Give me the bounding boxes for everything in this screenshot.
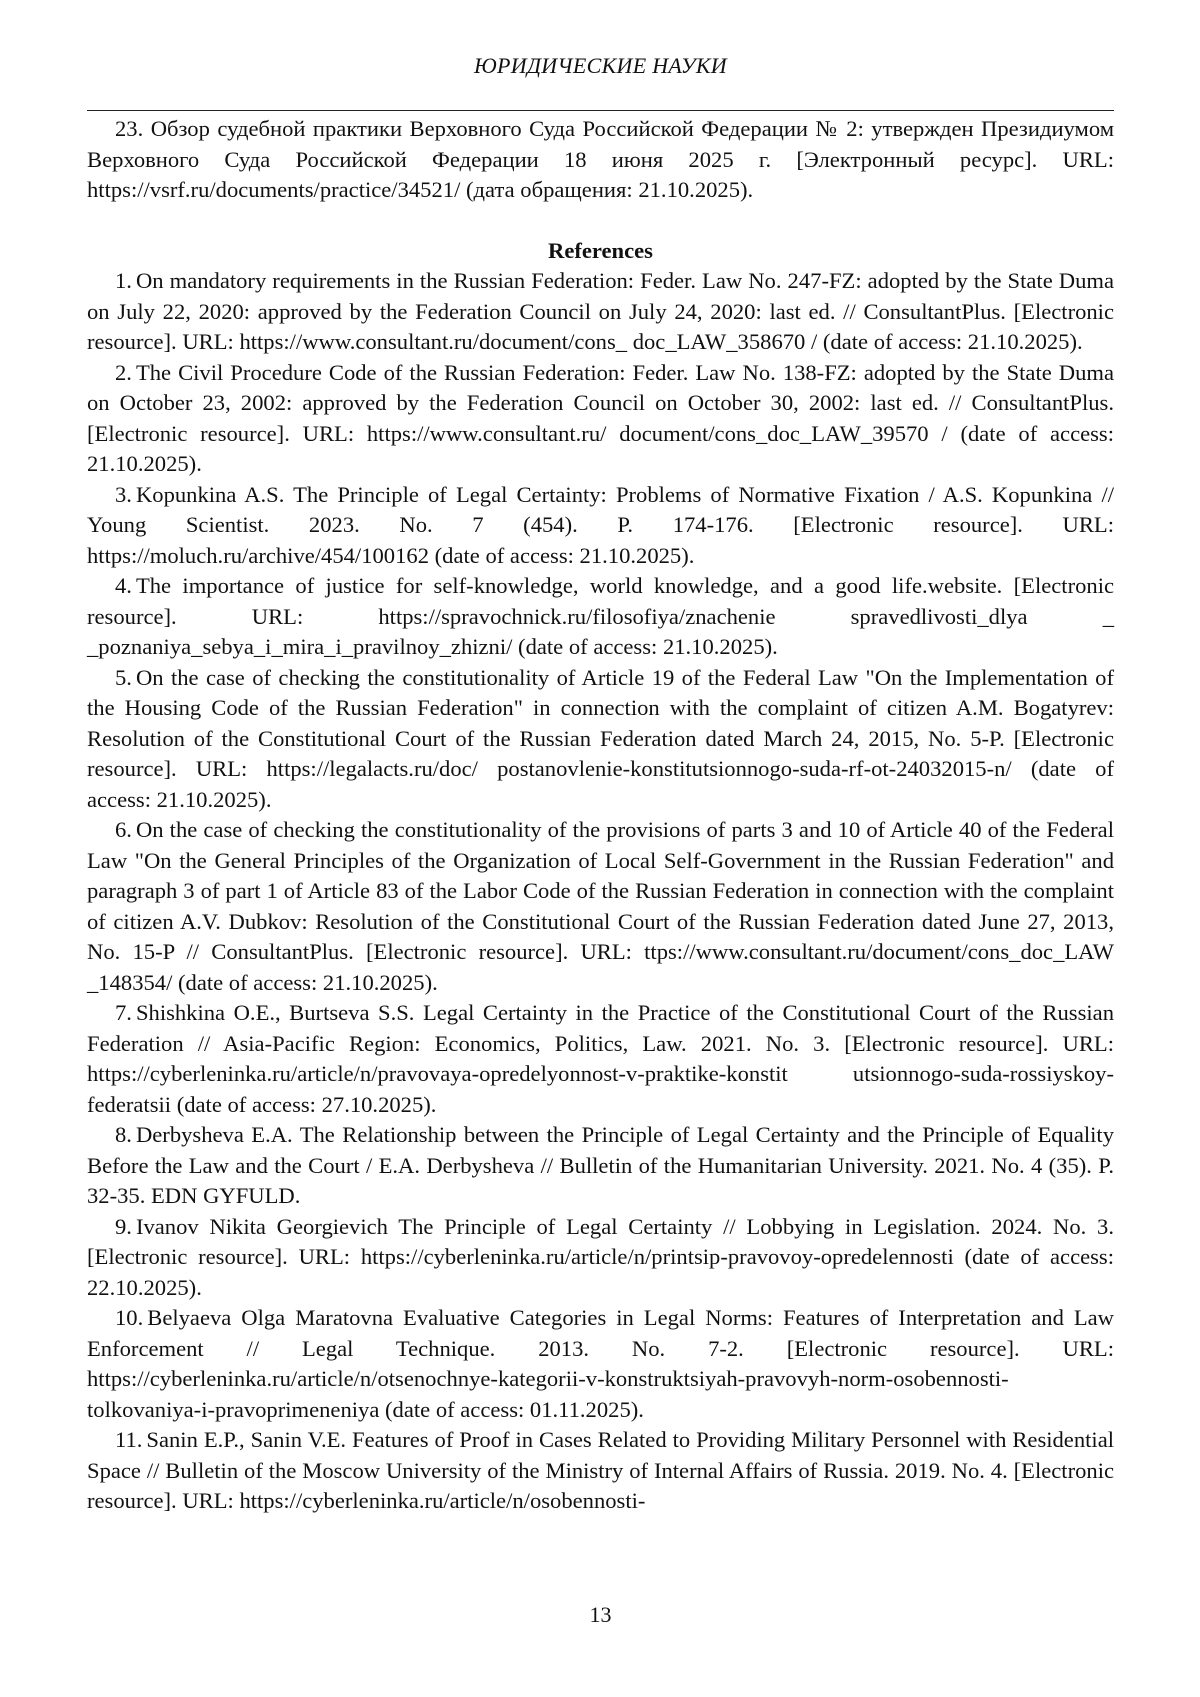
reference-item [87,480,1114,572]
page-number: 13 [589,1602,612,1627]
reference-text: Belyaeva Olga Maratovna Evaluative Categories in Legal Norms: Features of Interpretation and Law Enforcement // Legal Technique. 2013. No. 7-2. [Electronic resource]. URL: https://cyberleninka.ru/article/n/otsenochnye-kategorii-v-konstruktsiyah-pravovyh-norm-osobennosti-tolkovaniya-i-pravoprimeneniya (date of access: 01.11.2025). [87,1305,1114,1422]
reference-number: 7. [115,1000,132,1025]
reference-text: Kopunkina A.S. The Principle of Legal Certainty: Problems of Normative Fixation / A.S. Kopunkina // Young Scientist. 2023. No. 7 (454). P. 174-176. [Electronic resource]. URL: https://moluch.ru/archive/454/100162 (date of access: 21.10.2025). [87,481,1114,568]
reference-item [87,998,1114,1120]
reference-text: Sanin E.P., Sanin V.E. Features of Proof in Cases Related to Providing Military Personnel with Residential Space // Bulletin of the Moscow University of the Ministry of Internal Affairs of Russia. 2019. No. 4. [Electronic resource]. URL: https://cyberleninka.ru/article/n/osobennosti- [87,1427,1114,1513]
preceding-reference-item: 23. Обзор судебной практики Верховного Суда Российской Федерации № 2: утвержден Президиумом Верховного Суда Российской Федерации 18 июня 2025 г. [Электронный ресурс]. URL: https://vsrf.ru/documents/practice/34521/ (дата обращения: 21.10.2025). [87,116,1114,202]
reference-item [87,1425,1114,1517]
reference-item [87,663,1114,816]
running-header: ЮРИДИЧЕСКИЕ НАУКИ [474,53,727,78]
header-rule [87,110,1114,111]
reference-number: 2. [115,359,132,385]
reference-item [87,815,1114,998]
reference-item [87,1212,1114,1304]
reference-text: The importance of justice for self-knowledge, world knowledge, and a good life.website. [Electronic resource]. URL: https://spravochnick.ru/filosofiya/znachenie spravedlivosti_dlya _ _poznaniya_sebya_i_mira_i_pravilnoy_zhizni/ (date of access: 21.10.2025). [87,573,1114,659]
reference-number: 8. [115,1122,132,1147]
reference-item [87,1120,1114,1212]
reference-text: Shishkina O.E., Burtseva S.S. Legal Certainty in the Practice of the Constitutional Court of the Russian Federation // Asia-Pacific Region: Economics, Politics, Law. 2021. No. 3. [Electronic resource]. URL: https://cyberleninka.ru/article/n/pravovaya-opredelyonnost-v-praktike-konstit utsionnogo-suda-rossiyskoy-federatsii (date of access: 27.10.2025). [87,1000,1114,1117]
references-heading: References [548,237,653,263]
reference-text: Ivanov Nikita Georgievich The Principle of Legal Certainty // Lobbying in Legislation. 2024. No. 3. [Electronic resource]. URL: https://cyberleninka.ru/article/n/printsip-pravovoy-opredelennosti (date of access: 22.10.2025). [87,1213,1114,1300]
reference-number: 11. [115,1427,143,1452]
reference-text: On mandatory requirements in the Russian Federation: Feder. Law No. 247-FZ: adopted by the State Duma on July 22, 2020: approved by the Federation Council on July 24, 2020: last ed. // ConsultantPlus. [Electronic resource]. URL: https://www.consultant.ru/document/cons_ doc_LAW_358670 / (date of access: 21.10.2025). [87,268,1114,354]
reference-item [87,266,1114,358]
reference-text: The Civil Procedure Code of the Russian Federation: Feder. Law No. 138-FZ: adopted by the State Duma on October 23, 2002: approved by the Federation Council on October 30, 2002: last ed. // ConsultantPlus. [Electronic resource]. URL: https://www.consultant.ru/ document/cons_doc_LAW_39570 / (date of access: 21.10.2025). [87,359,1114,476]
page-content [87,114,1114,1517]
reference-text: Derbysheva E.A. The Relationship between the Principle of Legal Certainty and the Principle of Equality Before the Law and the Court / E.A. Derbysheva // Bulletin of the Humanitarian University. 2021. No. 4 (35). P. 32-35. EDN GYFULD. [87,1122,1114,1208]
reference-number: 4. [115,573,132,598]
reference-item [87,358,1114,480]
reference-number: 10. [115,1305,144,1330]
reference-text: On the case of checking the constitutionality of the provisions of parts 3 and 10 of Article 40 of the Federal Law "On the General Principles of the Organization of Local Self-Government in the Russian Federation" and paragraph 3 of part 1 of Article 83 of the Labor Code of the Russian Federation in connection with the complaint of citizen A.V. Dubkov: Resolution of the Constitutional Court of the Russian Federation dated June 27, 2013, No. 15-P // ConsultantPlus. [Electronic resource]. URL: ttps://www.consultant.ru/document/cons_doc_LAW _148354/ (date of access: 21.10.2025). [87,817,1114,995]
reference-text: On the case of checking the constitutionality of Article 19 of the Federal Law "On the Implementation of the Housing Code of the Russian Federation" in connection with the complaint of citizen A.M. Bogatyrev: Resolution of the Constitutional Court of the Russian Federation dated March 24, 2015, No. 5-P. [Electronic resource]. URL: https://legalacts.ru/doc/ postanovlenie-konstitutsionnogo-suda-rf-ot-24032015-n/ (date of access: 21.10.2025). [87,664,1114,812]
reference-item [87,1303,1114,1425]
reference-number: 3. [115,481,132,507]
reference-number: 1. [115,268,132,293]
reference-number: 9. [115,1213,132,1239]
reference-number: 5. [115,664,132,690]
reference-number: 6. [115,817,132,842]
reference-item [87,571,1114,663]
